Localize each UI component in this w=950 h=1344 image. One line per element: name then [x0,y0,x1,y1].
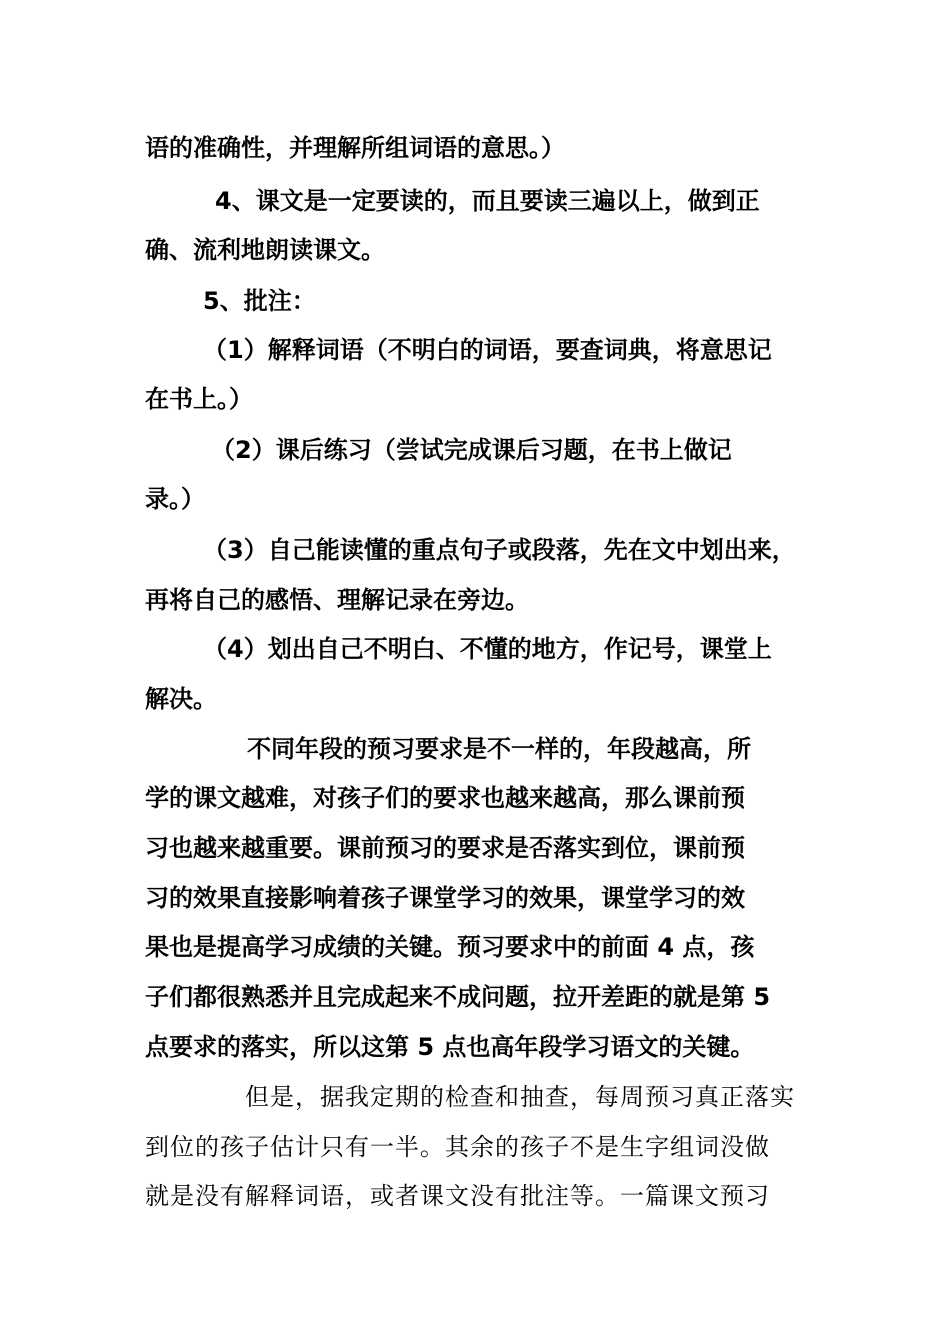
text-line-22: 就是没有解释词语，或者课文没有批注等。一篇课文预习 [145,1182,770,1210]
text-line-16: 习的效果直接影响着孩子课堂学习的效果，课堂学习的效 [145,884,745,912]
text-line-8: 录。） [145,485,205,513]
text-line-10: 再将自己的感悟、理解记录在旁边。 [145,586,529,614]
text-line-13: 不同年段的预习要求是不一样的，年段越高，所 [247,735,751,763]
text-line-9: （3）自己能读懂的重点句子或段落，先在文中划出来， [203,536,796,564]
text-line-14: 学的课文越难，对孩子们的要求也越来越高，那么课前预 [145,784,745,812]
text-line-11: （4）划出自己不明白、不懂的地方，作记号，课堂上 [203,635,772,663]
text-line-19: 点要求的落实，所以这第 5 点也高年段学习语文的关键。 [145,1033,755,1061]
text-line-7: （2）课后练习（尝试完成课后习题，在书上做记 [211,436,732,464]
text-line-18: 子们都很熟悉并且完成起来不成问题，拉开差距的就是第 5 [145,983,771,1011]
text-line-2: 4、课文是一定要读的，而且要读三遍以上，做到正 [215,187,760,215]
text-line-4: 5、批注： [203,287,316,315]
text-line-20: 但是，据我定期的检查和抽查，每周预习真正落实 [245,1083,795,1111]
text-line-15: 习也越来越重要。课前预习的要求是否落实到位，课前预 [145,834,745,862]
text-line-21: 到位的孩子估计只有一半。其余的孩子不是生字组词没做 [145,1133,770,1161]
text-line-12: 解决。 [145,685,217,713]
text-line-1: 语的准确性，并理解所组词语的意思。） [145,134,565,162]
text-line-17: 果也是提高学习成绩的关键。预习要求中的前面 4 点，孩 [145,933,755,961]
text-line-5: （1）解释词语（不明白的词语，要查词典，将意思记 [203,336,772,364]
text-line-3: 确、流利地朗读课文。 [145,236,385,264]
text-line-6: 在书上。） [145,385,253,413]
